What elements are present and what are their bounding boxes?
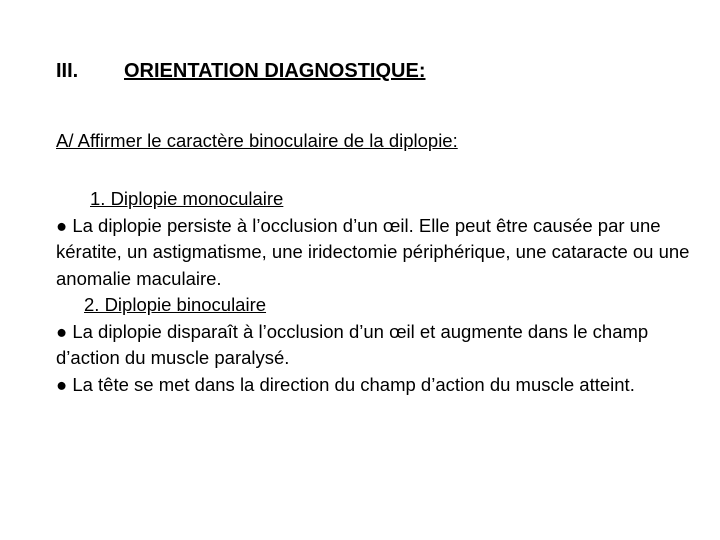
subheading-binoculaire-label: 2. Diplopie binoculaire [84,294,267,315]
bullet-binoculaire-2: ● La tête se met dans la direction du champ d’action du muscle atteint. [56,373,635,395]
bullet-binoculaire-1: ● La diplopie disparaît à l’occlusion d’un œil et augmente dans le champ d’action du muscle paralysé. [56,320,649,368]
subheading-binoculaire [56,292,696,319]
bullet-monoculaire-1: ● La diplopie persiste à l’occlusion d’un œil. Elle peut être causée par une kératite, un astigmatisme, une iridectomie périphérique, une cataracte ou une anomalie maculaire. [56,214,690,289]
title-text: ORIENTATION DIAGNOSTIQUE: [124,60,426,82]
body-text [56,186,696,398]
subheading-monoculaire [56,186,696,213]
subheading-monoculaire-label: 1. Diplopie monoculaire [90,188,284,209]
section-numeral: III. [56,60,79,82]
section-heading: A/ Affirmer le caractère binoculaire de la diplopie: [56,130,458,151]
slide-title [56,60,425,83]
